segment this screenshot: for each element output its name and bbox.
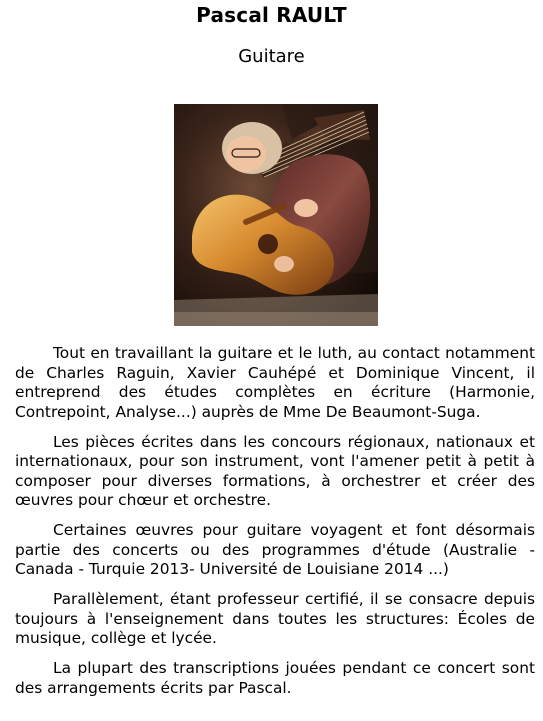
- artist-instrument: Guitare: [238, 46, 305, 67]
- bio-paragraph: Parallèlement, étant professeur certifié, il se consacre depuis toujours à l'enseignement dans toutes les structures: Écoles de musique, collège et lycée.: [15, 590, 535, 648]
- biography: [15, 344, 535, 698]
- bio-paragraph: Tout en travaillant la guitare et le luth, au contact notamment de Charles Raguin, Xavier Cauhépé et Dominique Vincent, il entreprend des études complètes en écriture (Harmonie, Contrepoint, Analyse...) auprès de Mme De Beaumont-Suga.: [15, 344, 535, 421]
- bio-paragraph: La plupart des transcriptions jouées pendant ce concert sont des arrangements écrits par Pascal.: [15, 659, 535, 697]
- floor-reflection: [174, 312, 378, 326]
- artist-photo: [174, 104, 378, 326]
- musician-hand: [274, 256, 294, 272]
- guitar-soundhole: [258, 234, 278, 254]
- musician-hand: [294, 199, 318, 217]
- guitarist-portrait-photo: [174, 104, 378, 326]
- bio-paragraph: Les pièces écrites dans les concours régionaux, nationaux et internationaux, pour son instrument, vont l'amener petit à petit à composer pour diverses formations, à orchestrer et créer des œuvres pour chœur et orchestre.: [15, 432, 535, 510]
- artist-name: Pascal RAULT: [196, 3, 347, 27]
- bio-paragraph: Certaines œuvres pour guitare voyagent et font désormais partie des concerts ou des programmes d'étude (Australie - Canada - Turquie 2013- Université de Louisiane 2014 ...): [15, 521, 535, 579]
